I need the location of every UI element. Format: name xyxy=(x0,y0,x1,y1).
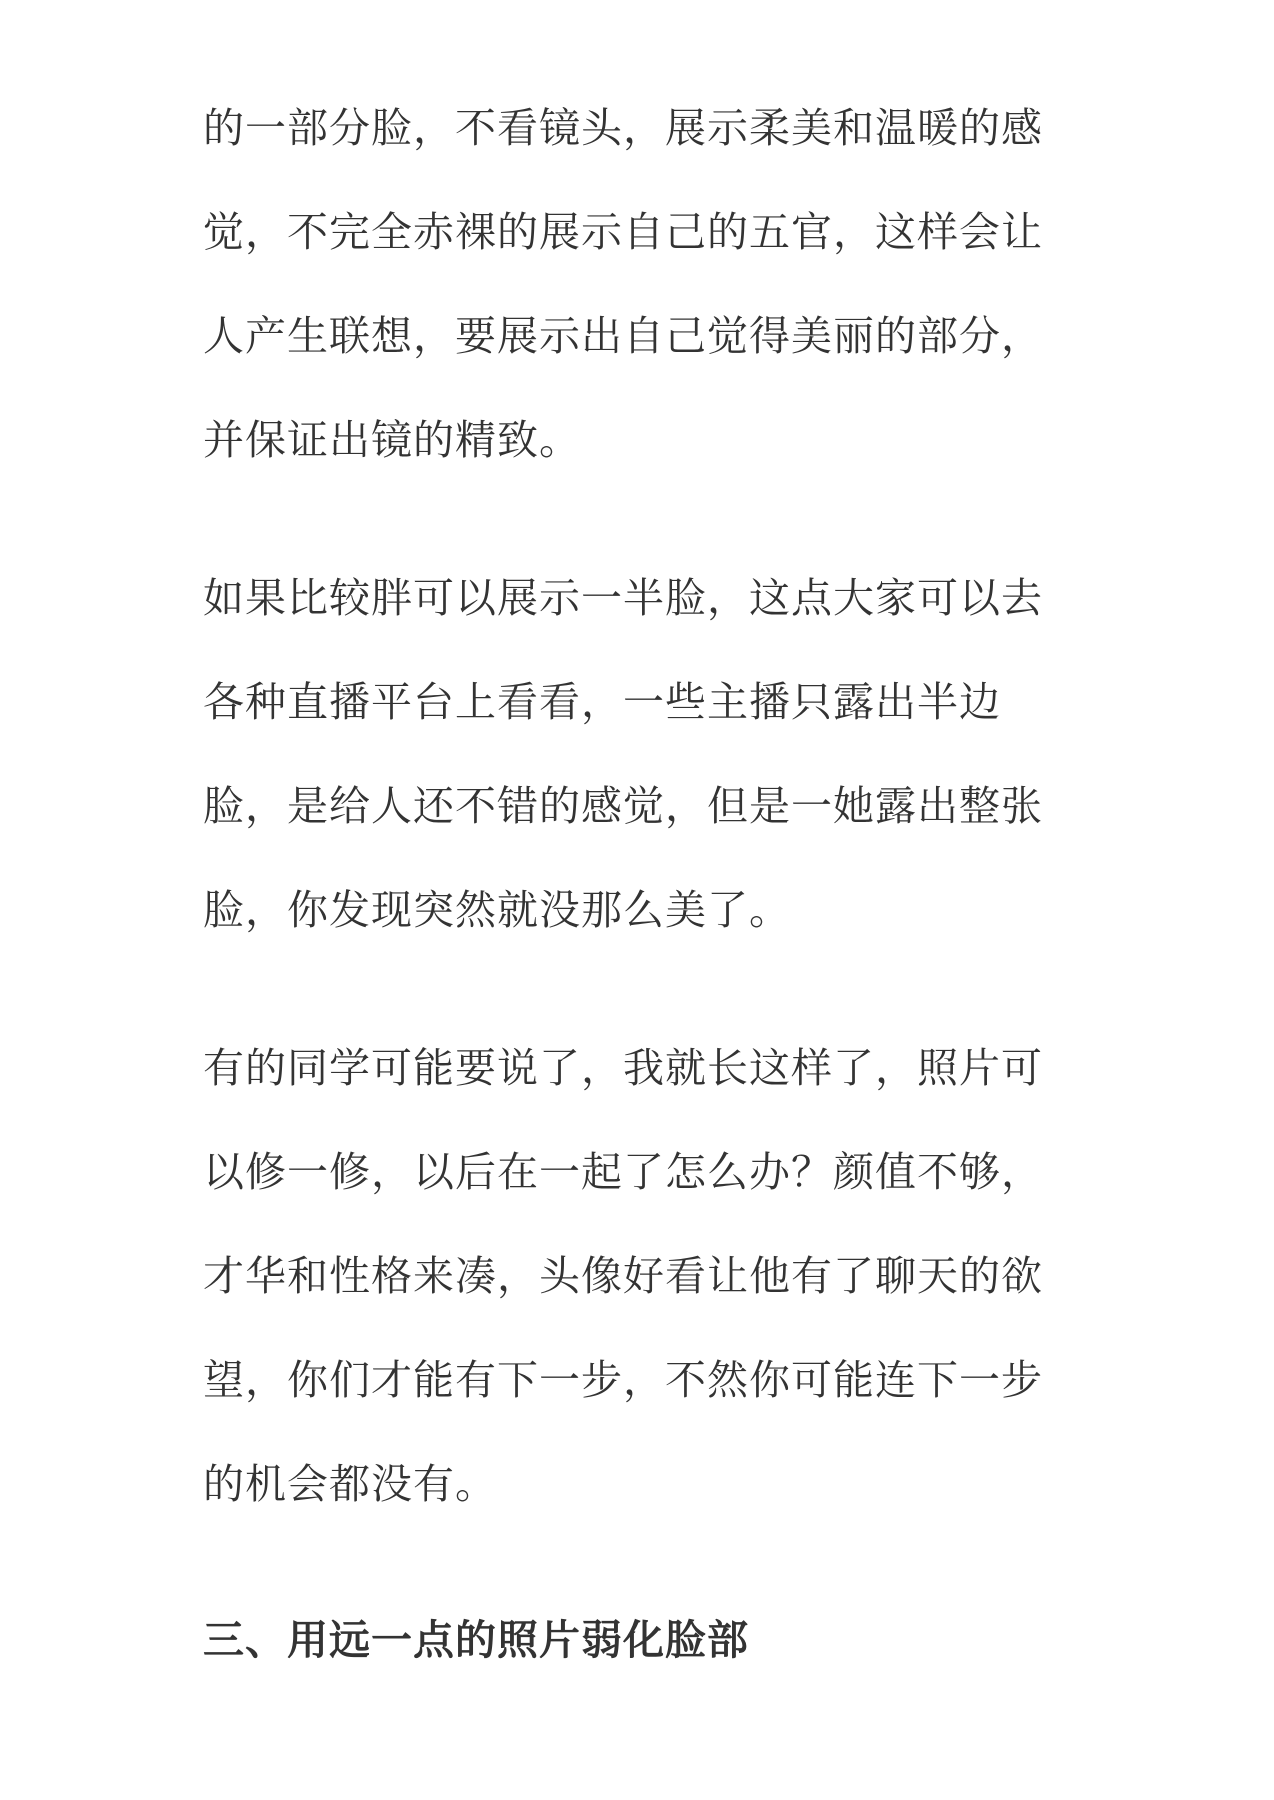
section-heading: 三、用远一点的照片弱化脸部 xyxy=(203,1616,749,1664)
paragraph-3: 有的同学可能要说了，我就长这样了，照片可以修一修，以后在一起了怎么办？颜值不够，才华和性格来凑，头像好看让他有了聊天的欲望，你们才能有下一步，不然你可能连下一步的机会都没有。 xyxy=(203,1044,1043,1508)
paragraph-2: 如果比较胖可以展示一半脸，这点大家可以去各种直播平台上看看，一些主播只露出半边脸，是给人还不错的感觉，但是一她露出整张脸，你发现突然就没那么美了。 xyxy=(203,574,1043,934)
article-body xyxy=(203,76,1083,1692)
paragraph-1: 的一部分脸，不看镜头，展示柔美和温暖的感觉，不完全赤裸的展示自己的五官，这样会让人产生联想，要展示出自己觉得美丽的部分，并保证出镜的精致。 xyxy=(203,104,1043,464)
